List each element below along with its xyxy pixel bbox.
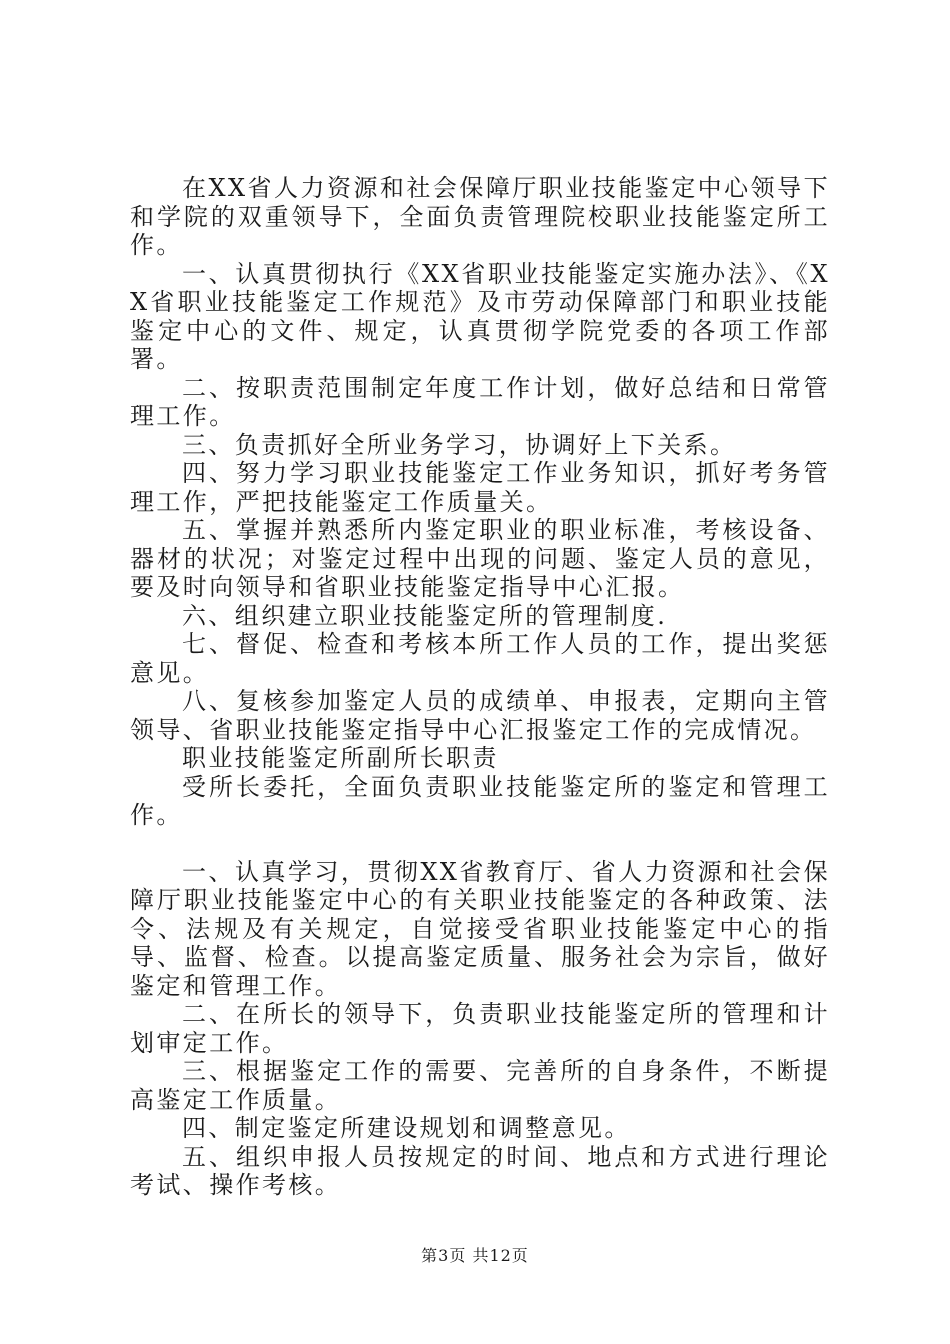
section-heading-deputy-director: 职业技能鉴定所副所长职责: [182, 744, 499, 772]
paragraph-item-5: 五、掌握并熟悉所内鉴定职业的职业标准，考核设备、器材的状况；对鉴定过程中出现的问题、鉴定人员的意见，要及时向领导和省职业技能鉴定指导中心汇报。: [130, 516, 830, 601]
paragraph-item-8: 八、复核参加鉴定人员的成绩单、申报表，定期向主管领导、省职业技能鉴定指导中心汇报鉴定工作的完成情况。: [130, 687, 830, 744]
paragraph-deputy-item-1: 一、认真学习，贯彻XX省教育厅、省人力资源和社会保障厅职业技能鉴定中心的有关职业技能鉴定的各种政策、法令、法规及有关规定，自觉接受省职业技能鉴定中心的指导、监督、检查。以提高鉴定质量、服务社会为宗旨，做好鉴定和管理工作。: [130, 857, 830, 1000]
paragraph-item-1: 一、认真贯彻执行《XX省职业技能鉴定实施办法》、《XX省职业技能鉴定工作规范》及市劳动保障部门和职业技能鉴定中心的文件、规定，认真贯彻学院党委的各项工作部署。: [130, 259, 830, 373]
paragraph-deputy-item-5: 五、组织申报人员按规定的时间、地点和方式进行理论考试、操作考核。: [130, 1142, 830, 1199]
page-number-footer: 第3页 共12页: [421, 1246, 529, 1265]
paragraph-item-7: 七、督促、检查和考核本所工作人员的工作，提出奖惩意见。: [130, 630, 830, 687]
paragraph-deputy-item-3: 三、根据鉴定工作的需要、完善所的自身条件，不断提高鉴定工作质量。: [130, 1057, 830, 1114]
paragraph-deputy-item-2: 二、在所长的领导下，负责职业技能鉴定所的管理和计划审定工作。: [130, 1000, 830, 1057]
paragraph-item-3: 三、负责抓好全所业务学习，协调好上下关系。: [182, 430, 737, 459]
paragraph-intro: 在XX省人力资源和社会保障厅职业技能鉴定中心领导下和学院的双重领导下，全面负责管理院校职业技能鉴定所工作。: [130, 174, 830, 259]
paragraph-item-6: 六、组织建立职业技能鉴定所的管理制度.: [182, 601, 668, 630]
document-body: [130, 174, 830, 1200]
paragraph-deputy-item-4: 四、制定鉴定所建设规划和调整意见。: [182, 1114, 631, 1142]
paragraph-deputy-intro: 受所长委托，全面负责职业技能鉴定所的鉴定和管理工作。: [130, 772, 830, 829]
paragraph-spacer: [130, 830, 830, 858]
paragraph-item-2: 二、按职责范围制定年度工作计划，做好总结和日常管理工作。: [130, 373, 830, 430]
paragraph-item-4: 四、努力学习职业技能鉴定工作业务知识，抓好考务管理工作，严把技能鉴定工作质量关。: [130, 459, 830, 516]
